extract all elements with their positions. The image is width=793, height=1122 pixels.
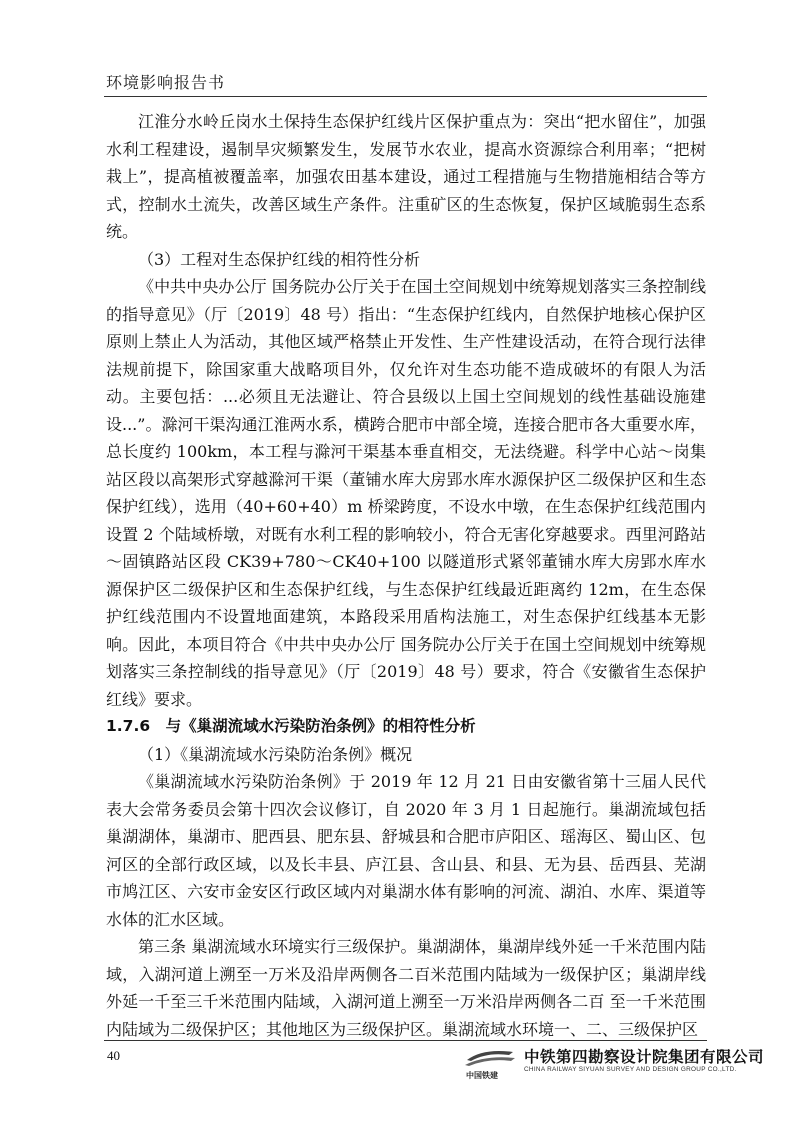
company-name-en: CHINA RAILWAY SIYUAN SURVEY AND DESIGN GROUP CO.,LTD. <box>524 1066 737 1073</box>
footer-divider <box>104 1040 707 1041</box>
paragraph-regulation-overview: 《巢湖流域水污染防治条例》于 2019 年 12 月 21 日由安徽省第十三届人民代表大会常务委员会第十四次会议修订，自 2020 年 3 月 1 日起施行。巢湖流域包括巢湖湖体，巢湖市、肥西县、肥东县、舒城县和合肥市庐阳区、瑶海区、蜀山区、包河区的全部行政区域，以及长丰县、庐江县、含山县、和县、无为县、岳西县、芜湖市鸠江区、六安市金安区行政区域内对巢湖水体有影响的河流、湖泊、水库、渠道等水体的汇水区域。 <box>106 772 706 929</box>
section-heading-1-7-6: 1.7.6 与《巢湖流域水污染防治条例》的相符性分析 <box>106 717 476 735</box>
subheading-regulation-overview: （1）《巢湖流域水污染防治条例》概况 <box>138 744 413 764</box>
document-body <box>106 108 706 1043</box>
paragraph-article-three: 第三条 巢湖流域水环境实行三级保护。巢湖湖体，巢湖岸线外延一千米范围内陆域，入湖河道上溯至一万米及沿岸两侧各二百米范围内陆域为一级保护区；巢湖岸线外延一千至三千米范围内陆域，入湖河道上溯至一万米沿岸两侧各二百 至一千米范围内陆域为二级保护区；其他地区为三级保护区。巢湖流域水环境一、二、三级保护区 <box>106 937 706 1039</box>
company-name-zh: 中铁第四勘察设计院集团有限公司 <box>524 1048 765 1066</box>
brand-mark-text: 中国铁建 <box>466 1071 498 1080</box>
subheading-redline-analysis: （3）工程对生态保护红线的相符性分析 <box>138 249 421 269</box>
paragraph-redline-compliance: 《中共中央办公厅 国务院办公厅关于在国土空间规划中统筹规划落实三条控制线的指导意见》（厅〔2019〕48 号）指出：“生态保护红线内，自然保护地核心保护区原则上禁止人为活动，其他区域严格禁止开发性、生产性建设活动，在符合现行法律法规前提下，除国家重大战略项目外，仅允许对生态功能不造成破坏的有限人为活动。主要包括：...必须且无法避让、符合县级以上国土空间规划的线性基础设施建设...”。滁河干渠沟通江淮两水系，横跨合肥市中部全境，连接合肥市各大重要水库，总长度约 100km，本工程与滁河干渠基本垂直相交，无法绕避。科学中心站～岗集站区段以高架形式穿越滁河干渠（董铺水库大房郢水库水源保护区二级保护区和生态保护红线），选用（40+60+40）m 桥梁跨度，不设水中墩，在生态保护红线范围内设置 2 个陆域桥墩，对既有水利工程的影响较小，符合无害化穿越要求。西里河路站～固镇路站区段 CK39+780～CK40+100 以隧道形式紧邻董铺水库大房郢水库水源保护区二级保护区和生态保护红线，与生态保护红线最近距离约 12m，在生态保护红线范围内不设置地面建筑，本路段采用盾构法施工，对生态保护红线基本无影响。因此，本项目符合《中共中央办公厅 国务院办公厅关于在国土空间规划中统筹规划落实三条控制线的指导意见》（厅〔2019〕48 号）要求，符合《安徽省生态保护红线》要求。 <box>106 277 706 709</box>
paragraph-ecological-focus: 江淮分水岭丘岗水土保持生态保护红线片区保护重点为：突出“把水留住”，加强水利工程建设，遏制旱灾频繁发生，发展节水农业，提高水资源综合利用率；“把树栽上”，提高植被覆盖率，加强农田基本建设，通过工程措施与生物措施相结合等方式，控制水土流失，改善区域生产条件。注重矿区的生态恢复，保护区域脆弱生态系统。 <box>106 112 706 241</box>
page-number: 40 <box>107 1048 120 1063</box>
document-header-title: 环境影响报告书 <box>106 73 226 92</box>
header-divider <box>104 96 707 97</box>
